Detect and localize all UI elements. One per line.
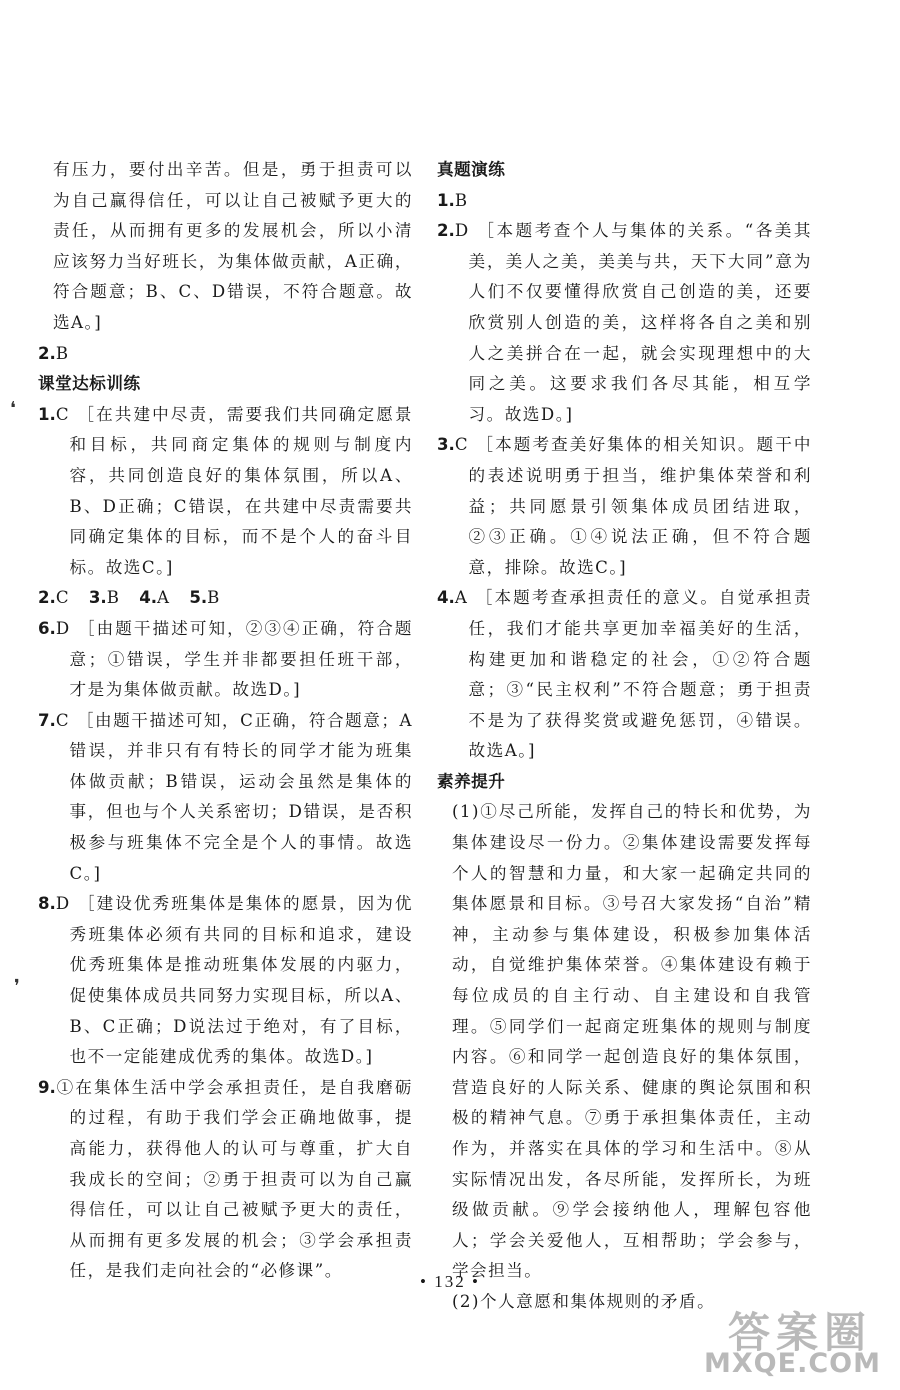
scan-mark: ❛ <box>10 398 16 419</box>
answer-text: C <box>55 588 71 608</box>
section-heading-literacy: 素养提升 <box>437 771 506 791</box>
answer-item-3 <box>437 430 812 583</box>
answer-text: B <box>55 343 70 363</box>
watermark-logo <box>700 1300 890 1386</box>
answer-item-2 <box>437 216 812 430</box>
item-number: 7. <box>38 710 56 730</box>
page-number: • 132 • <box>420 1272 480 1291</box>
item-number: 2. <box>437 221 455 241</box>
literacy-answer-2: (2)个人意愿和集体规则的矛盾。 <box>451 1291 716 1311</box>
answer-item-6 <box>38 614 413 706</box>
item-number: 3. <box>437 435 455 455</box>
answer-text: C ［由题干描述可知，C正确，符合题意；A错误，并非只有有特长的同学才能为班集体做贡献；B错误，运动会虽然是集体的事，但也与个人关系密切；D错误，是否积极参与班集体不完全是个人的事情。故选C。] <box>55 710 413 883</box>
answer-text: C ［在共建中尽责，需要我们共同确定愿景和目标，共同商定集体的规则与制度内容，共同创造良好的集体氛围，所以A、B、D正确；C错误，在共建中尽责需要共同确定集体的目标，而不是个人的奋斗目标。故选C。] <box>55 404 413 577</box>
answer-item-7 <box>38 706 413 890</box>
answer-text: D ［本题考查个人与集体的关系。“各美其美，美人之美，美美与共，天下大同”意为人们不仅要懂得欣赏自己创造的美，还要欣赏别人创造的美，这样将各自之美和别人之美拼合在一起，就会实现理想中的大同之美。这要求我们各尽其能，相互学习。故选D。] <box>454 221 812 424</box>
item-number: 4. <box>437 588 455 608</box>
item-number: 4. <box>139 588 158 608</box>
item-number: 6. <box>38 618 56 638</box>
section-heading-exam-practice: 真题演练 <box>437 160 506 179</box>
answer-item-2 <box>38 339 413 370</box>
item-number: 1. <box>38 404 56 424</box>
item-number: 9. <box>38 1077 56 1097</box>
item-number: 3. <box>88 588 107 608</box>
answer-item-8 <box>38 889 413 1073</box>
answer-text: C ［本题考查美好集体的相关知识。题干中的表述说明勇于担当，维护集体荣誉和利益；共同愿景引领集体成员团结进取，②③正确。①④说法正确，但不符合题意，排除。故选C。] <box>454 435 812 577</box>
literacy-answer-1: (1)①尽己所能，发挥自己的特长和优势，为集体建设尽一份力。②集体建设需要发挥每个人的智慧和力量，和大家一起确定共同的集体愿景和目标。③号召大家发扬“自治”精神，主动参与集体建设，积极参加集体活动，自觉维护集体荣誉。④集体建设有赖于每位成员的自主行动、自主建设和自我管理。⑤同学们一起商定班集体的规则与制度内容。⑥和同学一起创造良好的集体氛围，营造良好的人际关系、健康的舆论氛围和积极的精神气息。⑦勇于承担集体责任，主动作为，并落实在具体的学习和生活中。⑧从实际情况出发，各尽所能，发挥所长，为班级做贡献。⑨学会接纳他人，理解包容他人；学会关爱他人，互相帮助；学会参与，学会担当。 <box>451 802 812 1281</box>
item-number: 2. <box>38 343 56 363</box>
answer-row-2-5 <box>38 583 413 614</box>
watermark-url: MXQE.COM <box>704 1348 881 1379</box>
left-column <box>38 155 413 1287</box>
answer-text: A <box>157 588 171 608</box>
item-number: 5. <box>189 588 208 608</box>
answer-item-9 <box>38 1073 413 1287</box>
watermark-brand: 答案圈 <box>728 1308 873 1357</box>
answer-text: B <box>454 190 469 210</box>
answer-text: A ［本题考查承担责任的意义。自觉承担责任，我们才能共享更加幸福美好的生活，构建更加和谐稳定的社会，①②符合题意；③“民主权利”不符合题意；勇于担责不是为了获得奖赏或避免惩罚，④错误。故选A。] <box>454 588 812 761</box>
item-number: 2. <box>38 588 56 608</box>
answer-item-1 <box>38 400 413 584</box>
answer-text: B <box>207 588 221 608</box>
answer-text: ①在集体生活中学会承担责任，是自我磨砺的过程，有助于我们学会正确地做事，提高能力，获得他人的认可与尊重，扩大自我成长的空间；②勇于担责可以为自己赢得信任，可以让自己被赋予更大的责任，从而拥有更多发展的机会；③学会承担责任，是我们走向社会的“必修课”。 <box>55 1077 413 1281</box>
answer-text: B <box>106 588 121 608</box>
item-number: 1. <box>437 190 455 210</box>
section-heading-classroom-training: 课堂达标训练 <box>38 374 141 394</box>
answer-item-1 <box>437 186 812 217</box>
scan-mark: ❜ <box>14 976 20 997</box>
answer-text: D ［由题干描述可知，②③④正确，符合题意；①错误，学生并非都要担任班干部，才是为集体做贡献。故选D。] <box>55 618 413 700</box>
continued-answer: 有压力，要付出辛苦。但是，勇于担责可以为自己赢得信任，可以让自己被赋予更大的责任，从而拥有更多的发展机会，所以小清应该努力当好班长，为集体做贡献，A正确，符合题意；B、C、D错误，不符合题意。故选A。] <box>52 160 413 332</box>
answer-text: D ［建设优秀班集体是集体的愿景，因为优秀班集体必须有共同的目标和追求，建设优秀班集体是推动班集体发展的内驱力，促使集体成员共同努力实现目标，所以A、B、C正确；D说法过于绝对，有了目标，也不一定能建成优秀的集体。故选D。] <box>55 894 413 1067</box>
answer-item-4 <box>437 583 812 767</box>
right-column <box>437 155 812 1318</box>
item-number: 8. <box>38 894 56 914</box>
